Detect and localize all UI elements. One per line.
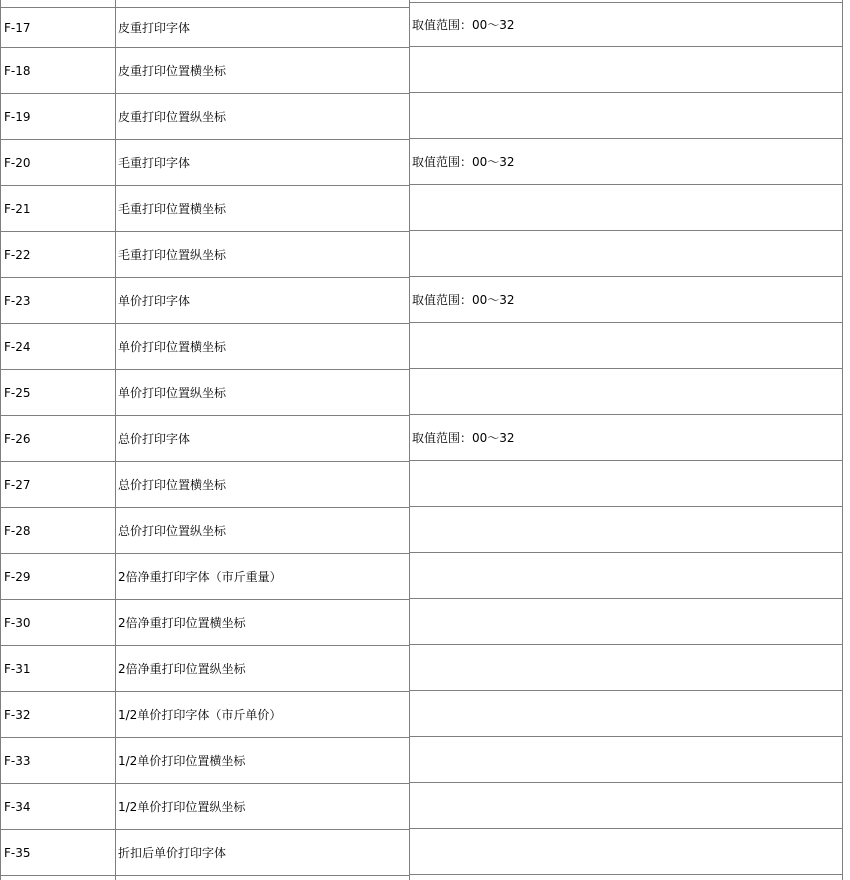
param-description: 皮重打印字体 (118, 21, 191, 35)
param-desc-cell (116, 0, 409, 7)
table-row (1, 692, 409, 738)
table-row (1, 140, 409, 186)
param-description: 折扣后单价打印字体 (118, 846, 227, 860)
param-code: F-24 (1, 324, 116, 369)
param-code: F-21 (1, 186, 116, 231)
cut-row-bottom (1, 876, 409, 880)
param-range (410, 369, 842, 415)
param-description: 2倍净重打印字体（市斤重量） (118, 570, 282, 584)
table-row (1, 94, 409, 140)
param-code: F-29 (1, 554, 116, 599)
param-range (410, 231, 842, 277)
param-code: F-31 (1, 646, 116, 691)
table-row (1, 554, 409, 600)
param-description: 2倍净重打印位置横坐标 (118, 616, 246, 630)
cut-row-bottom (410, 875, 842, 880)
param-range: 取值范围：00～32 (410, 415, 842, 461)
table-row (1, 646, 409, 692)
param-code-cell (1, 876, 116, 880)
table-row (1, 370, 409, 416)
param-range (410, 599, 842, 645)
table-row (1, 508, 409, 554)
param-range (410, 553, 842, 599)
param-range (410, 691, 842, 737)
param-description: 总价打印字体 (118, 432, 191, 446)
param-code-cell (1, 0, 116, 7)
param-range (410, 829, 842, 875)
param-range (410, 323, 842, 369)
param-description: 2倍净重打印位置纵坐标 (118, 662, 246, 676)
table-row (1, 738, 409, 784)
param-range (410, 461, 842, 507)
param-range (410, 47, 842, 93)
table-row (1, 600, 409, 646)
table-row (1, 784, 409, 830)
table-row (1, 324, 409, 370)
param-code: F-30 (1, 600, 116, 645)
param-code: F-35 (1, 830, 116, 875)
table-row (1, 416, 409, 462)
param-description: 毛重打印字体 (118, 156, 191, 170)
param-range (410, 737, 842, 783)
table-row (1, 186, 409, 232)
parameter-table-range-column (409, 0, 843, 880)
param-description: 总价打印位置纵坐标 (118, 524, 227, 538)
param-description: 单价打印字体 (118, 294, 191, 308)
cut-row-top (1, 0, 409, 8)
param-range (410, 93, 842, 139)
param-range (410, 645, 842, 691)
parameter-table-left (0, 0, 409, 880)
param-range (410, 783, 842, 829)
param-description: 皮重打印位置横坐标 (118, 64, 227, 78)
param-range: 取值范围：00～32 (410, 277, 842, 323)
param-code: F-17 (1, 8, 116, 47)
table-row (1, 48, 409, 94)
param-code: F-25 (1, 370, 116, 415)
param-description: 毛重打印位置纵坐标 (118, 248, 227, 262)
table-row (1, 8, 409, 48)
param-code: F-33 (1, 738, 116, 783)
param-code: F-32 (1, 692, 116, 737)
param-description: 1/2单价打印位置横坐标 (118, 754, 246, 768)
param-range (410, 185, 842, 231)
table-row (1, 232, 409, 278)
param-code: F-28 (1, 508, 116, 553)
param-code: F-26 (1, 416, 116, 461)
table-row (1, 462, 409, 508)
param-range: 取值范围：00～32 (410, 3, 842, 47)
param-code: F-19 (1, 94, 116, 139)
param-description: 皮重打印位置纵坐标 (118, 110, 227, 124)
param-description: 单价打印位置纵坐标 (118, 386, 227, 400)
param-code: F-27 (1, 462, 116, 507)
param-code: F-23 (1, 278, 116, 323)
param-desc-cell (116, 876, 409, 880)
param-code: F-34 (1, 784, 116, 829)
param-description: 总价打印位置横坐标 (118, 478, 227, 492)
param-code: F-18 (1, 48, 116, 93)
param-code: F-22 (1, 232, 116, 277)
param-description: 毛重打印位置横坐标 (118, 202, 227, 216)
param-code: F-20 (1, 140, 116, 185)
table-row (1, 278, 409, 324)
param-range (410, 507, 842, 553)
param-range: 取值范围：00～32 (410, 139, 842, 185)
param-description: 单价打印位置横坐标 (118, 340, 227, 354)
param-description: 1/2单价打印字体（市斤单价） (118, 708, 282, 722)
table-row (1, 830, 409, 876)
param-description: 1/2单价打印位置纵坐标 (118, 800, 246, 814)
